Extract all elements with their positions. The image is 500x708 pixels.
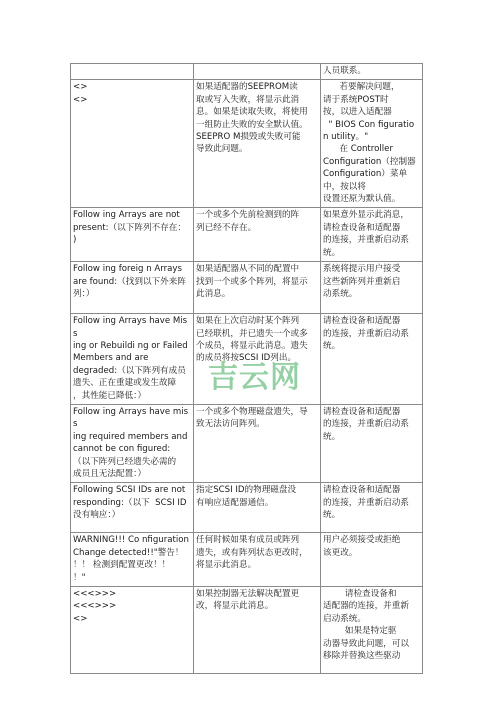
cell-text-line: 如果适配器从不同的配置中 [196,264,300,275]
table-row [71,208,423,262]
cell-text-line: 如果是特定驱 [323,626,397,637]
cell-text-line: 动器导致此问题，可以 [323,638,409,649]
cell-text-line: 请检查设备和适配器 [323,406,401,417]
cell-text-line: 请检查设备和适配器 [323,485,401,496]
message-cell [71,80,194,208]
cell-text-line: 设置还原为默认值。 [323,194,401,205]
explanation-cell [194,533,321,587]
action-cell [321,587,423,674]
watermark-logo: 吉云网 [208,360,301,395]
table-row [71,483,423,533]
action-cell [321,208,423,262]
cell-text-line: 息。如果是读取失败，将使用 [196,107,308,118]
cell-text-line: WARNING!!! Co nfiguration [73,535,190,546]
cell-text-line: <> [73,94,88,105]
cell-text-line: 按，以进入适配器 [323,107,392,118]
cell-text-line: 请于系统POST时 [323,94,389,105]
cell-text-line: degraded:（以下阵列有成员 [73,365,186,376]
message-cell [71,587,194,674]
action-cell [321,262,423,314]
cell-text-line: 在 Controller [323,144,393,155]
action-cell [321,80,423,208]
table-row [71,587,423,674]
cell-text-line: 如果适配器的SEEPROM读 [196,82,298,93]
cell-text-line: 统。 [323,340,341,351]
cell-text-line: Configuration）菜单中，按以将 [323,169,408,192]
cell-text-line: Follow ing Arrays have miss [73,406,189,430]
cell-text-line: 改，将显示此消息。 [196,601,274,612]
table-row [71,64,423,80]
cell-text-line: 成员且无法配置：） [73,468,147,479]
message-cell [71,262,194,314]
explanation-cell [194,587,321,674]
table-row [71,404,423,482]
cell-text-line: present:（以下阵列不存在： [73,222,186,233]
cell-text-line: Following SCSI IDs are not [73,485,186,496]
cell-text-line: 统。 [323,247,341,258]
cell-text-line: 系统将提示用户接受 [323,264,401,275]
explanation-cell [194,404,321,482]
cell-text-line: 请检查设备和适配器 [323,316,401,327]
explanation-cell [194,64,321,80]
cell-text-line: 用户必须接受或拒绝 [323,535,401,546]
cell-text-line: responding:（以下 SCSI ID [73,497,187,508]
cell-text-line: Change detected!!"警告！ [73,547,184,558]
cell-text-line: 找到一个或多个阵列，将显示 [196,276,308,287]
action-cell [321,64,423,80]
message-cell [71,404,194,482]
table-row [71,533,423,587]
cell-text-line: 这些新阵列并重新启 [323,276,401,287]
cell-text-line: 的连接，并重新启动系 [323,328,409,339]
cell-text-line: Follow ing Arrays have Miss [73,316,188,339]
cell-text-line: n utility。" [323,132,369,143]
cell-text-line: 请检查设备和 [323,589,397,599]
table-row [71,262,423,314]
explanation-cell [194,483,321,533]
cell-text-line: 已经联机，并已遗失一个或多 [196,328,308,339]
cell-text-line: 致无法访问阵列。 [196,419,265,430]
cell-text-line: 统。 [323,431,341,442]
cell-text-line: ！！ 检测到配置更改！！ [73,560,171,571]
message-cell [71,483,194,533]
cell-text-line: are found:（找到以下外来阵 [73,276,186,287]
cell-text-line: 列：） [73,288,95,299]
cell-text-line: ) [73,235,77,246]
cell-text-line: 如果控制器无法解决配置更 [196,589,300,599]
cell-text-line: 的成员将按SCSI ID列出。 [196,353,297,364]
cell-text-line: ing required members and [73,431,188,442]
message-cell [71,314,194,405]
cell-text-line: 的连接，并重新启动系 [323,497,409,508]
cell-text-line: 个成员，将显示此消息。遗失 [196,340,308,351]
cell-text-line: 人员联系。 [323,66,366,76]
cell-text-line: cannot be con figured: [73,444,171,455]
cell-text-line: 将显示此消息。 [196,560,257,571]
cell-text-line: 统。 [323,510,341,521]
cell-text-line: 一个或多个先前检测到的阵 [196,210,300,221]
cell-text-line: <> [73,613,88,624]
cell-text-line: 适配器的连接，并重新 [323,601,409,612]
action-cell [321,404,423,482]
cell-text-line: 遗失，或有阵列状态更改时， [196,547,308,558]
cell-text-line: 导致此问题。 [196,144,248,155]
cell-text-line: 任何时候如果有成员或阵列 [196,535,300,546]
cell-text-line: （以下阵列已经遗失必需的 [73,456,177,467]
cell-text-line: 如果意外显示此消息， [323,210,409,221]
cell-text-line: 列已经不存在。 [196,222,257,233]
action-cell [321,483,423,533]
cell-text-line: 的连接，并重新启动系 [323,419,409,430]
cell-text-line: 此消息。 [196,288,231,299]
cell-text-line: " BIOS Con figuratio [323,119,415,130]
cell-text-line: <<<>>> [73,601,117,612]
cell-text-line: 指定SCSI ID的物理磁盘没 [196,485,297,496]
cell-text-line: SEEPRO M损毁或失败可能 [196,132,301,143]
table-row [71,80,423,208]
cell-text-line: 若要解决问题， [323,82,400,93]
message-cell [71,208,194,262]
cell-text-line: 动系统。 [323,288,358,299]
message-cell [71,533,194,587]
cell-text-line: 有响应适配器通信。 [196,497,274,508]
cell-text-line: ！" [73,572,86,583]
cell-text-line: 的连接，并重新启动系 [323,235,409,246]
cell-text-line: Members and are [73,353,149,364]
cell-text-line: 移除并替换这些驱动 [323,651,401,662]
cell-text-line: 取或写入失败，将显示此消 [196,94,300,105]
cell-text-line: 该更改。 [323,547,358,558]
action-cell [321,533,423,587]
explanation-cell [194,80,321,208]
action-cell [321,314,423,405]
explanation-cell [194,208,321,262]
cell-text-line: Follow ing Arrays are not [73,210,180,221]
cell-text-line: <<<>>> [73,589,117,599]
cell-text-line: <> [73,82,88,93]
explanation-cell [194,262,321,314]
cell-text-line: 没有响应：） [73,510,121,521]
cell-text-line: 如果在上次启动时某个阵列 [196,316,300,327]
cell-text-line: 请检查设备和适配器 [323,222,401,233]
cell-text-line: 遗失、正在重建或发生故障 [73,378,177,389]
cell-text-line: 一组防止失败的安全默认值。 [196,119,308,130]
cell-text-line: Follow ing foreig n Arrays [73,264,182,275]
cell-text-line: 一个或多个物理磁盘遗失，导 [196,406,308,417]
cell-text-line: 启动系统。 [323,613,366,624]
message-cell [71,64,194,80]
cell-text-line: ，其性能已降低：） [73,390,147,401]
cell-text-line: Configuration（控制器 [323,156,416,167]
cell-text-line: ing or Rebuildi ng or Failed [73,340,188,351]
